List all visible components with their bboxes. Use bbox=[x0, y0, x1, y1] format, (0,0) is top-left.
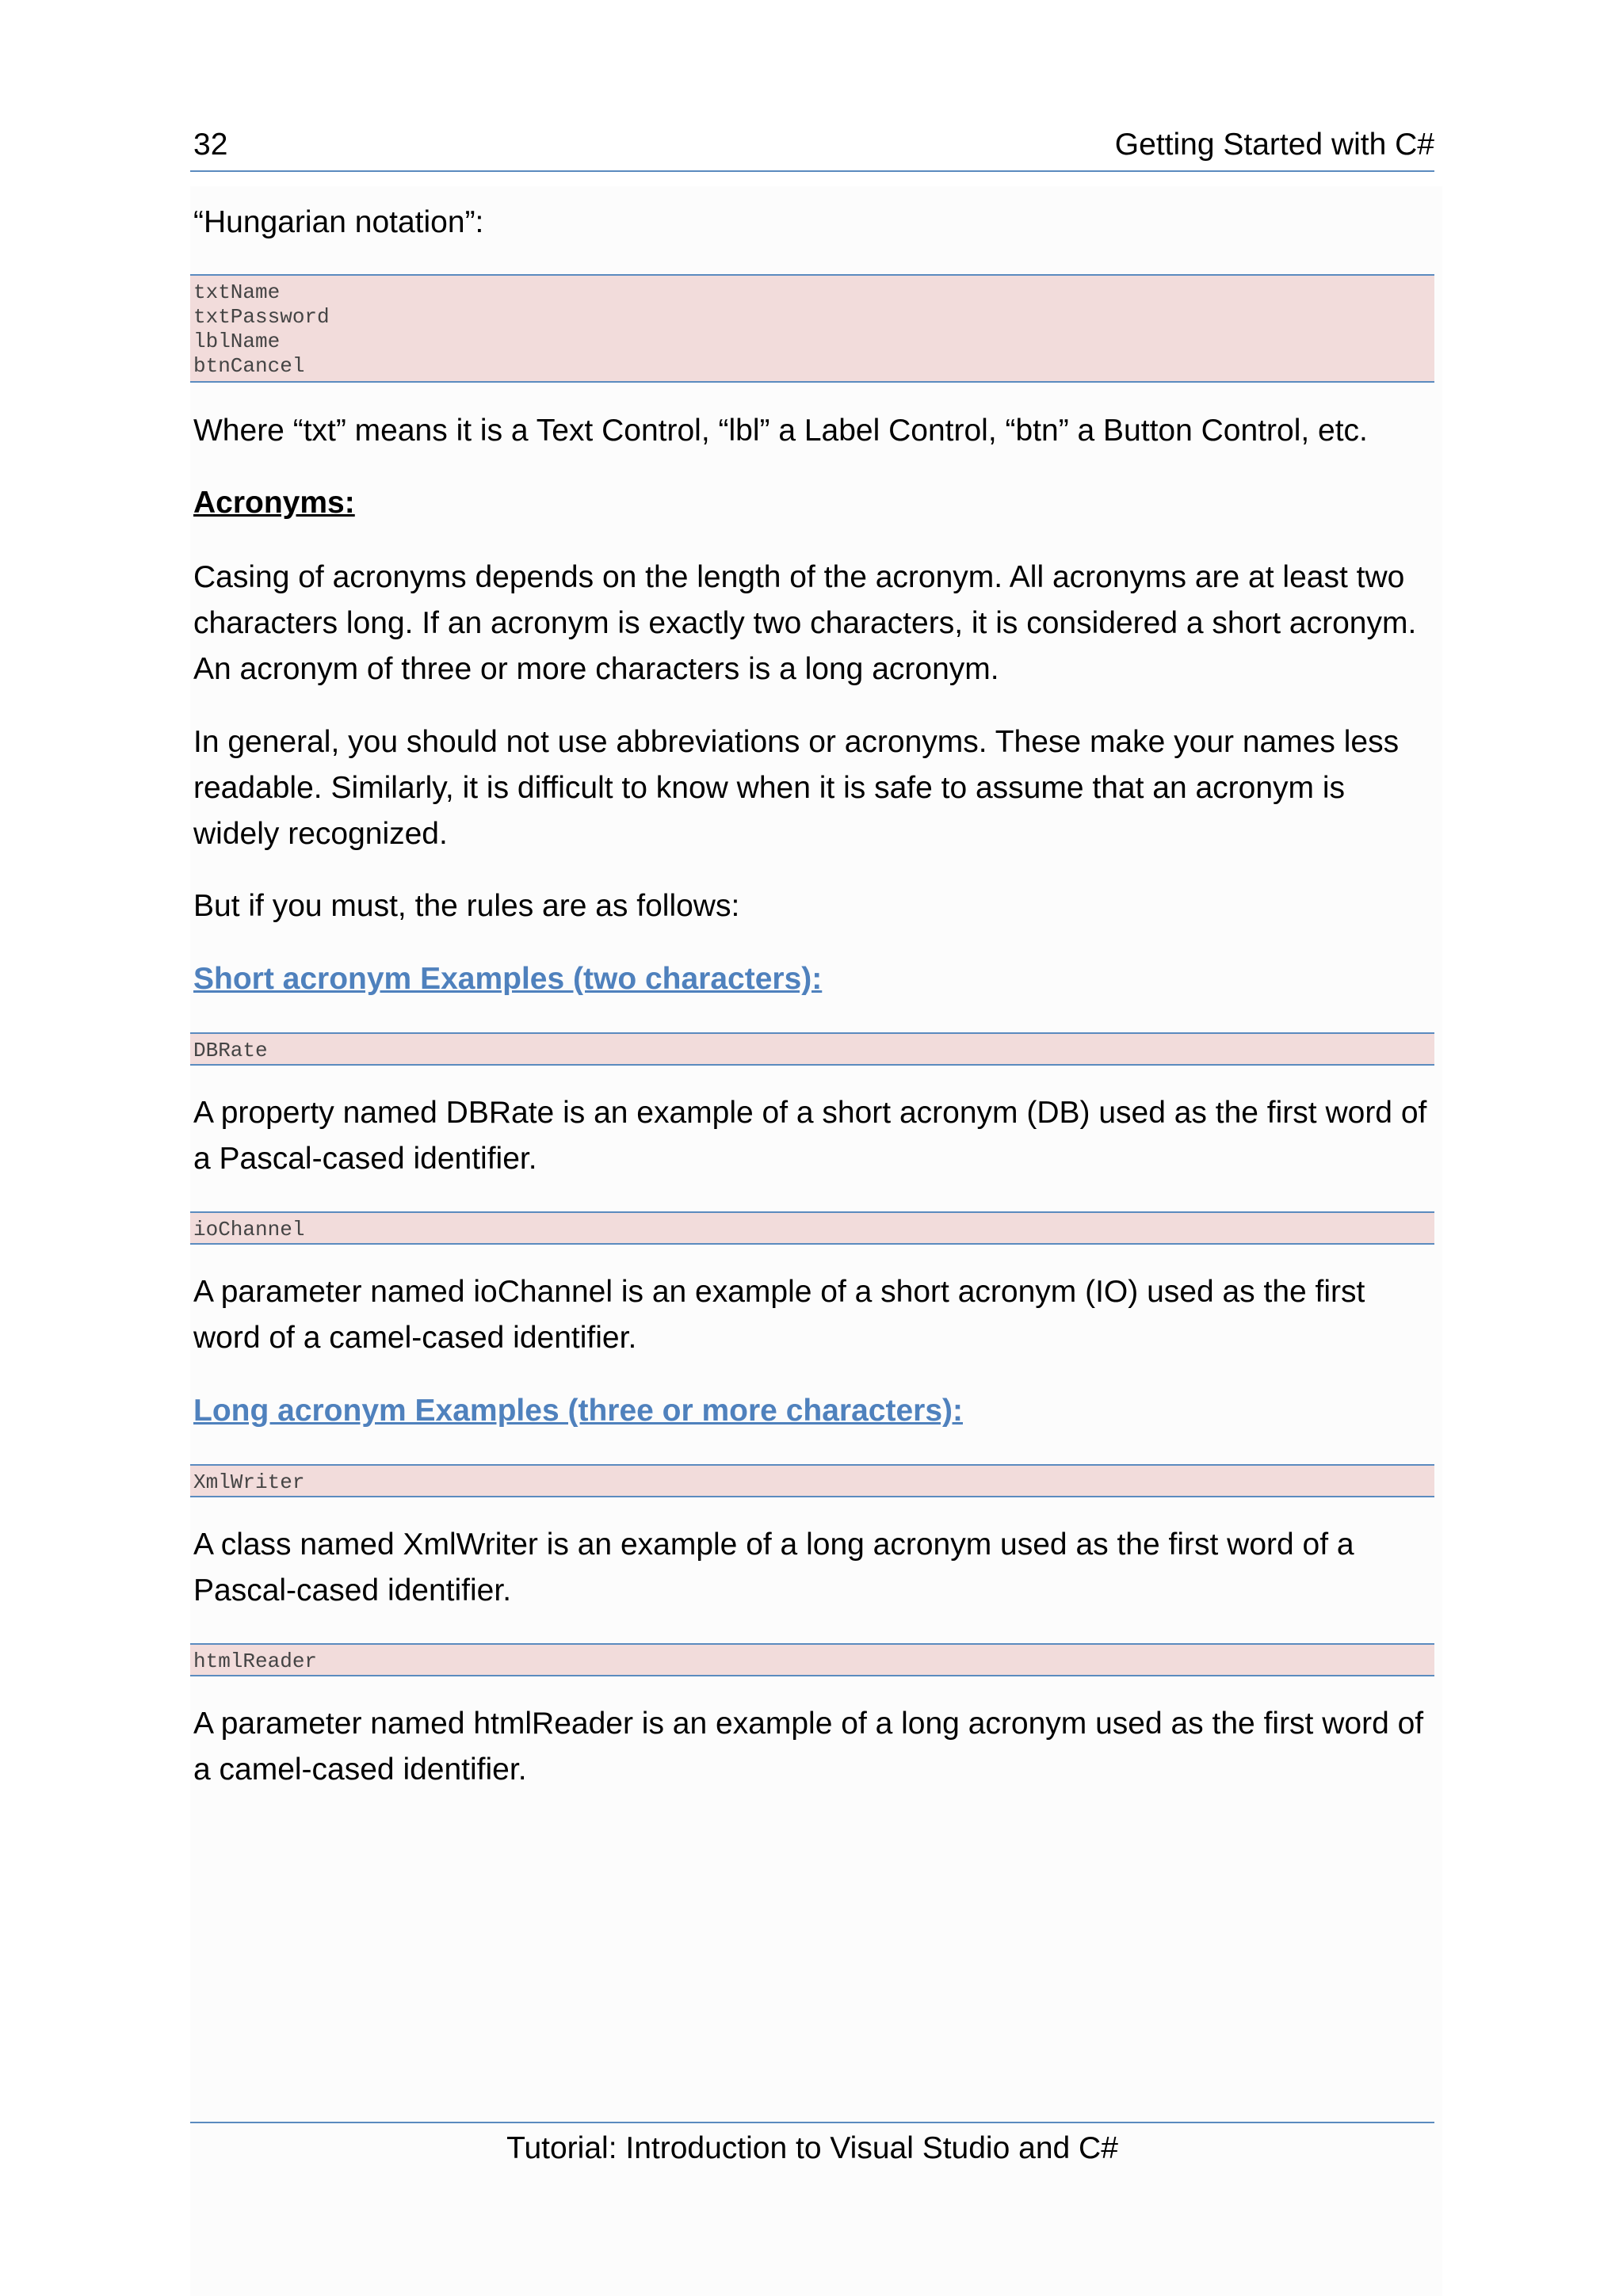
page-number: 32 bbox=[193, 128, 228, 162]
long-example-description: A parameter named htmlReader is an example of a long acronym used as the first word of a camel-cased identifier. bbox=[193, 1707, 1424, 1787]
code-line: lblName bbox=[193, 330, 281, 353]
acronyms-paragraph: In general, you should not use abbreviations or acronyms. These make your names less readable. Similarly, it is difficult to know when it is safe to assume that an acronym is widely recognized. bbox=[193, 725, 1400, 851]
long-example-code bbox=[190, 1643, 1434, 1676]
code-line: htmlReader bbox=[193, 1650, 318, 1673]
page-footer bbox=[190, 2122, 1434, 2172]
long-acronym-heading: Long acronym Examples (three or more characters): bbox=[193, 1394, 963, 1428]
short-example-description: A parameter named ioChannel is an example of a short acronym (IO) used as the first word of a camel-cased identifier. bbox=[193, 1275, 1365, 1355]
code-line: txtName bbox=[193, 280, 281, 304]
code-line: btnCancel bbox=[193, 354, 305, 378]
page-header bbox=[190, 123, 1434, 172]
short-example-code bbox=[190, 1211, 1434, 1245]
long-example-description: A class named XmlWriter is an example of a long acronym used as the first word of a Pascal-cased identifier. bbox=[193, 1527, 1354, 1608]
short-example-description: A property named DBRate is an example of a short acronym (DB) used as the first word of a Pascal-cased identifier. bbox=[193, 1096, 1427, 1176]
short-example-code bbox=[190, 1032, 1434, 1066]
acronyms-paragraph: But if you must, the rules are as follows: bbox=[193, 889, 740, 923]
short-acronym-heading: Short acronym Examples (two characters): bbox=[193, 962, 823, 996]
code-line: ioChannel bbox=[193, 1218, 305, 1241]
hungarian-code-block bbox=[190, 274, 1434, 383]
code-line: XmlWriter bbox=[193, 1470, 305, 1494]
acronyms-paragraph: Casing of acronyms depends on the length of the acronym. All acronyms are at least two characters long. If an acronym is exactly two characters, it is considered a short acronym. An acronym of three or more characters is a long acronym. bbox=[193, 560, 1417, 686]
code-line: DBRate bbox=[193, 1039, 268, 1062]
acronyms-heading: Acronyms: bbox=[193, 486, 355, 520]
code-line: txtPassword bbox=[193, 305, 330, 329]
long-example-code bbox=[190, 1464, 1434, 1497]
footer-title: Tutorial: Introduction to Visual Studio and C# bbox=[506, 2131, 1118, 2165]
running-title: Getting Started with C# bbox=[1114, 128, 1434, 162]
intro-text: “Hungarian notation”: bbox=[193, 205, 484, 239]
hungarian-explanation: Where “txt” means it is a Text Control, “lbl” a Label Control, “btn” a Button Control, etc. bbox=[193, 414, 1368, 448]
